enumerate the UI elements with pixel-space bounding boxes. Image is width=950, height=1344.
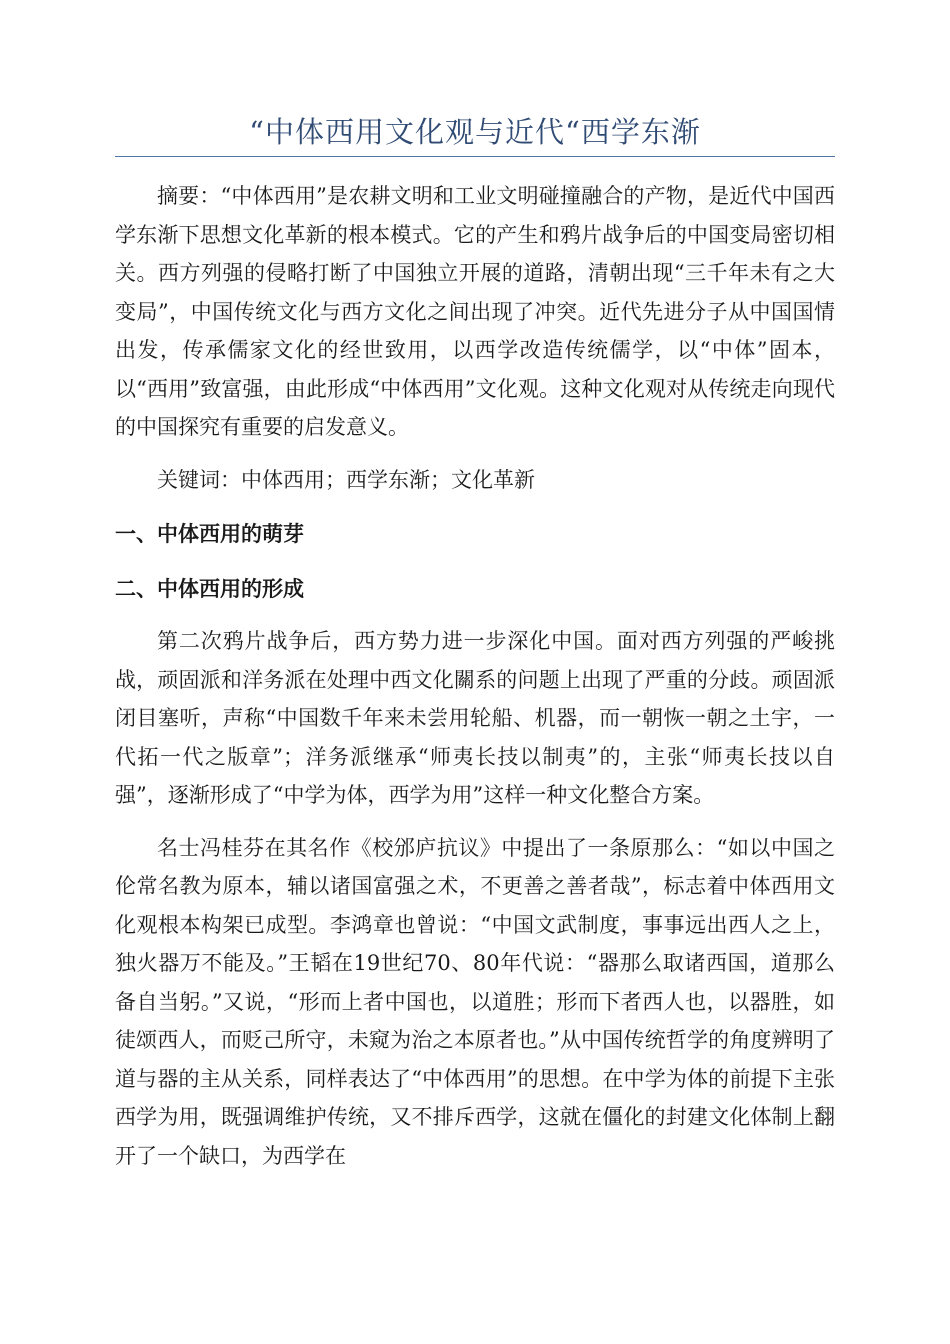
abstract-paragraph: 摘要：“中体西用”是农耕文明和工业文明碰撞融合的产物，是近代中国西学东渐下思想文化革新的根本模式。它的产生和鸦片战争后的中国变局密切相关。西方列强的侵略打断了中国独立开展的道路，清朝出现“三千年未有之大变局”，中国传统文化与西方文化之间出现了冲突。近代先进分子从中国国情出发，传承儒家文化的经世致用，以西学改造传统儒学，以“中体”固本，以“西用”致富强，由此形成“中体西用”文化观。这种文化观对从传统走向现代的中国探究有重要的启发意义。 xyxy=(115,184,835,439)
document-page xyxy=(115,110,835,1175)
body-paragraph-1: 第二次鸦片战争后，西方势力进一步深化中国。面对西方列强的严峻挑战，顽固派和洋务派在处理中西文化關系的问题上出现了严重的分歧。顽固派闭目塞听，声称“中国数千年来未尝用轮船、机器，而一朝恢一朝之土宇，一代拓一代之版章”；洋务派继承“师夷长技以制夷”的，主张“师夷长技以自强”，逐渐形成了“中学为体，西学为用”这样一种文化整合方案。 xyxy=(115,629,835,807)
keywords-line: 关键词：中体西用；西学东渐；文化革新 xyxy=(157,467,535,492)
document-title: “中体西用文化观与近代“西学东渐 xyxy=(115,110,835,157)
body-paragraph-2: 名士冯桂芬在其名作《校邠庐抗议》中提出了一条原那么：“如以中国之伦常名教为原本，辅以诸国富强之术，不更善之善者哉”，标志着中体西用文化观根本构架已成型。李鸿章也曾说：“中国文武制度，事事远出西人之上，独火器万不能及。”王韬在19世纪70、80年代说：“器那么取诸西国，道那么备自当躬。”又说，“形而上者中国也，以道胜；形而下者西人也，以器胜，如徒颂西人，而贬己所守，未窥为治之本原者也。”从中国传统哲学的角度辨明了道与器的主从关系，同样表达了“中体西用”的思想。在中学为体的前提下主张西学为用，既强调维护传统，又不排斥西学，这就在僵化的封建文化体制上翻开了一个缺口，为西学在 xyxy=(115,835,835,1168)
section-heading-2: 二、中体西用的形成 xyxy=(115,575,304,601)
section-heading-1: 一、中体西用的萌芽 xyxy=(115,521,304,546)
